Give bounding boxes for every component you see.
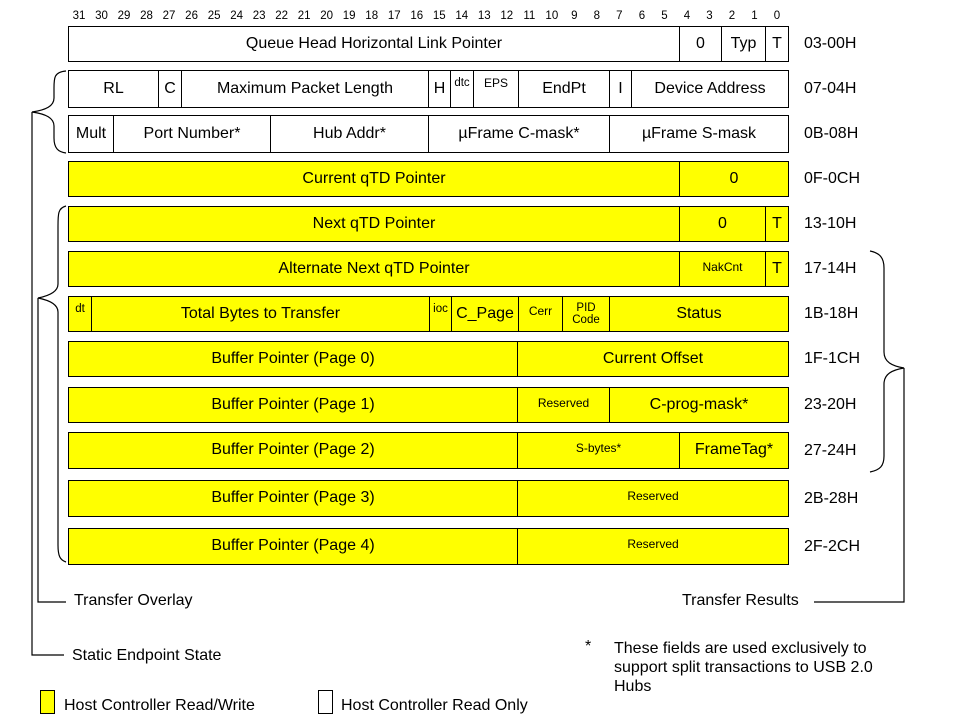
transfer-results-bracket bbox=[870, 251, 904, 472]
pid-code-field: PID Code bbox=[562, 296, 610, 332]
bit-number: 22 bbox=[275, 10, 289, 22]
next-qtd-pointer: Next qTD Pointer bbox=[68, 206, 680, 242]
bit-number: 0 bbox=[773, 10, 781, 22]
endpt-field: EndPt bbox=[518, 70, 610, 108]
device-address: Device Address bbox=[631, 70, 789, 108]
bit-number: 27 bbox=[162, 10, 176, 22]
row-offset: 27-24H bbox=[804, 442, 857, 459]
hub-addr: Hub Addr* bbox=[270, 115, 429, 153]
uframe-c-mask: µFrame C-mask* bbox=[428, 115, 610, 153]
bit-number: 11 bbox=[523, 10, 536, 22]
row-offset: 1B-18H bbox=[804, 305, 859, 322]
bit-number: 19 bbox=[342, 10, 356, 22]
h-field: H bbox=[428, 70, 451, 108]
bit-number: 31 bbox=[72, 10, 86, 22]
static-endpoint-bracket bbox=[32, 71, 66, 153]
reserved-page-1: Reserved bbox=[517, 387, 610, 423]
eps-field: EPS bbox=[473, 70, 519, 108]
c-prog-mask: C-prog-mask* bbox=[609, 387, 789, 423]
maximum-packet-length: Maximum Packet Length bbox=[181, 70, 429, 108]
bit-number: 10 bbox=[545, 10, 559, 22]
qh-zero-field: 0 bbox=[679, 26, 722, 62]
footnote-text: These fields are used exclusively to support split transactions to USB 2.0 Hubs bbox=[614, 640, 873, 695]
row-offset: 0B-08H bbox=[804, 125, 859, 142]
buffer-pointer-page-1: Buffer Pointer (Page 1) bbox=[68, 387, 518, 423]
bit-number: 16 bbox=[410, 10, 424, 22]
bit-number: 13 bbox=[477, 10, 491, 22]
bit-number: 25 bbox=[207, 10, 221, 22]
buffer-pointer-page-2: Buffer Pointer (Page 2) bbox=[68, 432, 518, 469]
bit-number: 24 bbox=[230, 10, 243, 22]
bit-number: 23 bbox=[252, 10, 266, 22]
ioc-field: ioc bbox=[429, 296, 452, 332]
bit-number: 21 bbox=[297, 10, 311, 22]
transfer-overlay-leader bbox=[38, 298, 66, 602]
port-number: Port Number* bbox=[113, 115, 271, 153]
bit-number: 30 bbox=[95, 10, 108, 22]
next-qtd-zero: 0 bbox=[679, 206, 766, 242]
row-offset: 2F-2CH bbox=[804, 538, 861, 555]
bit-number: 26 bbox=[185, 10, 198, 22]
row-offset: 13-10H bbox=[804, 215, 857, 232]
rl-field: RL bbox=[68, 70, 159, 108]
transfer-results-leader bbox=[814, 368, 904, 602]
legend-read-write-swatch bbox=[40, 690, 55, 714]
legend-read-only-label: Host Controller Read Only bbox=[341, 697, 528, 714]
transfer-overlay-bracket bbox=[38, 206, 66, 562]
t-field: T bbox=[765, 26, 789, 62]
bit-number: 18 bbox=[365, 10, 379, 22]
bit-number: 2 bbox=[728, 10, 736, 22]
s-bytes: S-bytes* bbox=[517, 432, 680, 469]
transfer-results-label: Transfer Results bbox=[682, 592, 799, 609]
row-offset: 03-00H bbox=[804, 35, 857, 52]
bit-number: 28 bbox=[140, 10, 153, 22]
nakcnt-field: NakCnt bbox=[679, 251, 766, 287]
bit-number: 1 bbox=[751, 10, 758, 22]
footnote-marker: * bbox=[585, 638, 592, 655]
dt-field: dt bbox=[68, 296, 92, 332]
bit-number: 4 bbox=[683, 10, 691, 22]
buffer-pointer-page-4: Buffer Pointer (Page 4) bbox=[68, 528, 518, 565]
bit-number: 15 bbox=[432, 10, 446, 22]
bit-number: 20 bbox=[320, 10, 334, 22]
bit-number: 3 bbox=[706, 10, 713, 22]
dtc-field: dtc bbox=[450, 70, 474, 108]
static-endpoint-leader bbox=[32, 112, 64, 655]
current-qtd-zero: 0 bbox=[679, 161, 789, 197]
legend-read-only-swatch bbox=[318, 690, 333, 714]
bit-number: 5 bbox=[661, 10, 668, 22]
row-offset: 0F-0CH bbox=[804, 170, 861, 187]
queue-head-horizontal-link-pointer: Queue Head Horizontal Link Pointer bbox=[68, 26, 680, 62]
buffer-pointer-page-3: Buffer Pointer (Page 3) bbox=[68, 480, 518, 517]
row-offset: 2B-28H bbox=[804, 490, 859, 507]
c-field: C bbox=[158, 70, 182, 108]
bit-number: 8 bbox=[593, 10, 601, 22]
bit-number: 7 bbox=[616, 10, 623, 22]
row-offset: 1F-1CH bbox=[804, 350, 861, 367]
reserved-page-4: Reserved bbox=[517, 528, 789, 565]
bit-number: 14 bbox=[455, 10, 469, 22]
current-offset: Current Offset bbox=[517, 341, 789, 377]
cerr-field: Cerr bbox=[518, 296, 563, 332]
bit-number: 17 bbox=[387, 10, 401, 22]
row-offset: 17-14H bbox=[804, 260, 857, 277]
c-page-field: C_Page bbox=[451, 296, 519, 332]
frametag: FrameTag* bbox=[679, 432, 789, 469]
total-bytes-to-transfer: Total Bytes to Transfer bbox=[91, 296, 430, 332]
static-endpoint-state-label: Static Endpoint State bbox=[72, 647, 222, 664]
bit-number: 6 bbox=[638, 10, 646, 22]
reserved-page-3: Reserved bbox=[517, 480, 789, 517]
bit-number: 12 bbox=[500, 10, 514, 22]
bit-number: 9 bbox=[571, 10, 578, 22]
next-qtd-t: T bbox=[765, 206, 789, 242]
alt-next-t: T bbox=[765, 251, 789, 287]
current-qtd-pointer: Current qTD Pointer bbox=[68, 161, 680, 197]
buffer-pointer-page-0: Buffer Pointer (Page 0) bbox=[68, 341, 518, 377]
typ-field: Typ bbox=[721, 26, 766, 62]
alternate-next-qtd-pointer: Alternate Next qTD Pointer bbox=[68, 251, 680, 287]
bit-number: 29 bbox=[117, 10, 131, 22]
row-offset: 07-04H bbox=[804, 80, 857, 97]
status-field: Status bbox=[609, 296, 789, 332]
uframe-s-mask: µFrame S-mask bbox=[609, 115, 789, 153]
transfer-overlay-label: Transfer Overlay bbox=[74, 592, 193, 609]
legend-read-write-label: Host Controller Read/Write bbox=[64, 697, 255, 714]
i-field: I bbox=[609, 70, 632, 108]
row-offset: 23-20H bbox=[804, 396, 857, 413]
mult-field: Mult bbox=[68, 115, 114, 153]
